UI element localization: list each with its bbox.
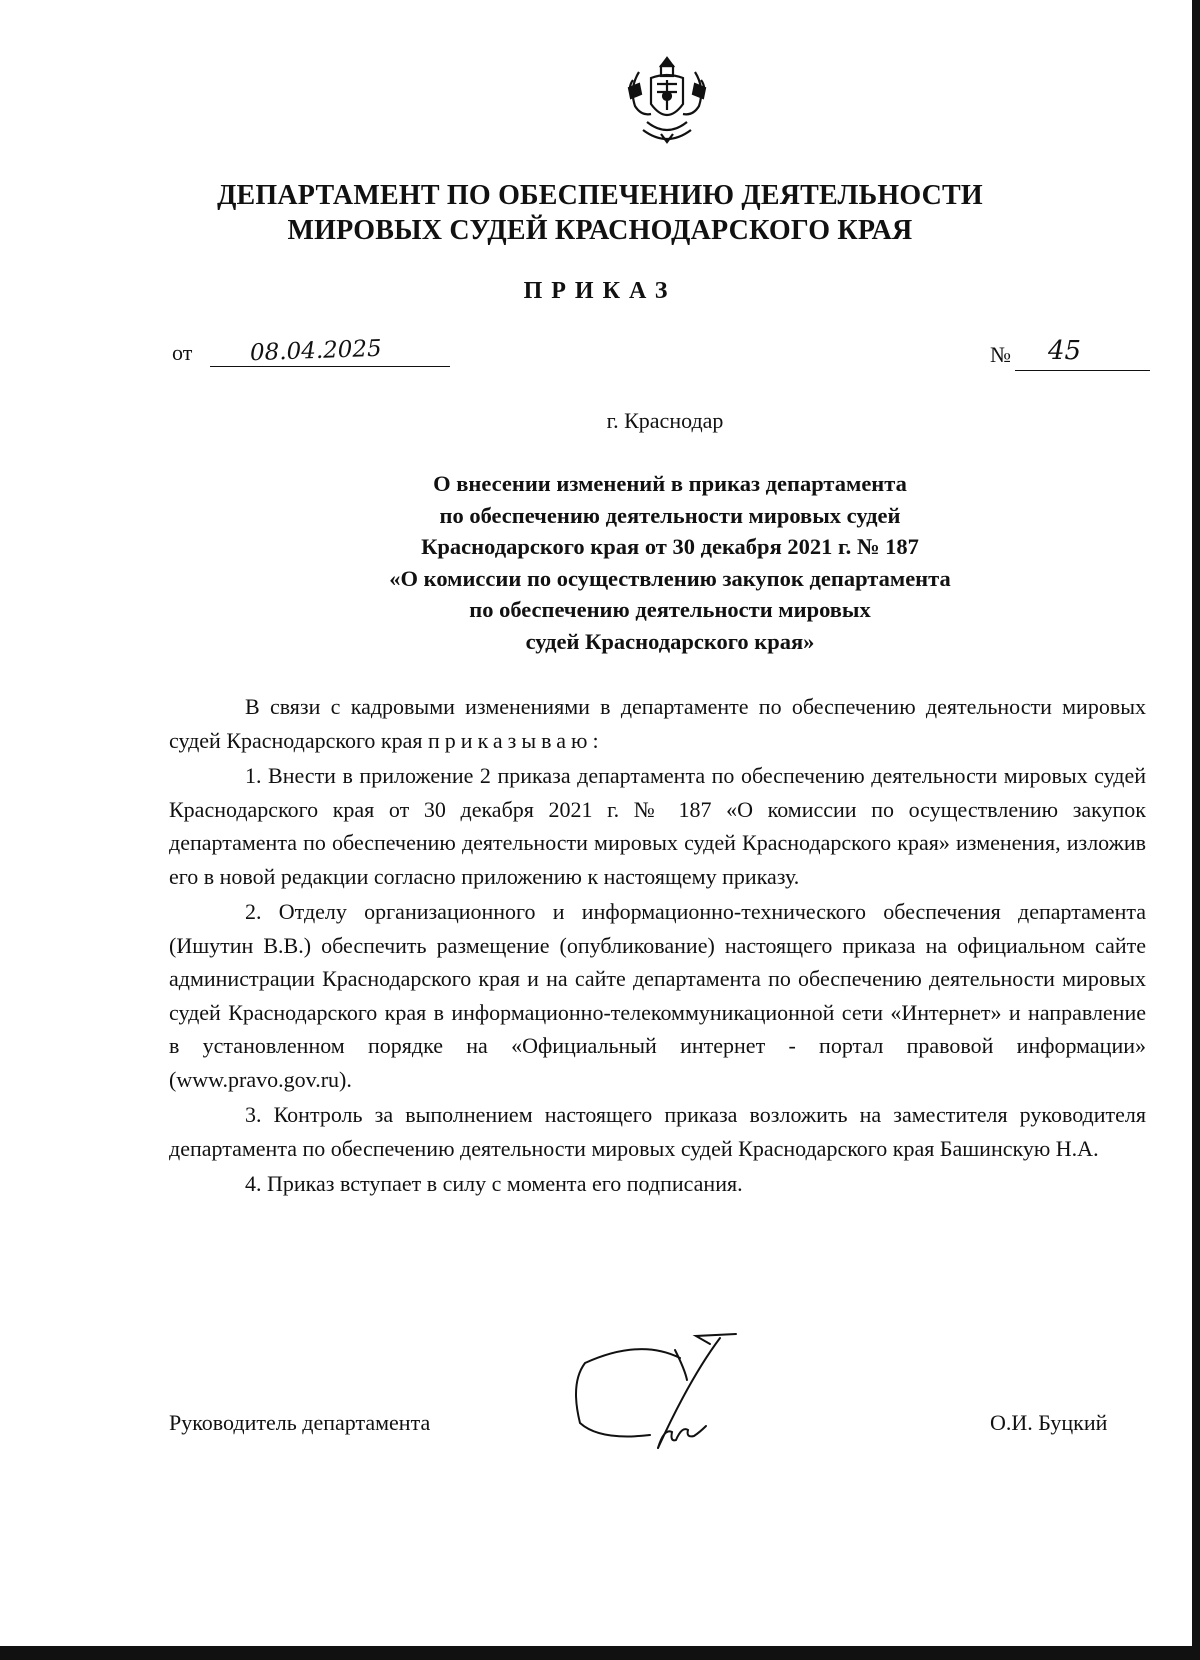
date-prefix: от	[172, 340, 193, 365]
signatory-position: Руководитель департамента	[169, 1410, 431, 1435]
handwritten-number: 45	[1048, 336, 1082, 366]
subject-line: судей Краснодарского края»	[525, 628, 815, 654]
scan-edge-right	[1192, 0, 1200, 1660]
city: г. Краснодар	[606, 408, 724, 433]
number-prefix: №	[990, 342, 1011, 367]
subject-line: «О комиссии по осуществлению закупок департамента	[389, 565, 951, 591]
intro-paragraph	[169, 690, 1146, 757]
date-underline	[210, 366, 450, 367]
handwritten-signature-icon	[560, 1330, 770, 1470]
signatory-name: О.И. Буцкий	[990, 1410, 1108, 1435]
item-1: 1. Внести в приложение 2 приказа департамента по обеспечению деятельности мировых судей Краснодарского края от 30 декабря 2021 г. № 187 «О комиссии по осуществлению закупок департамента по обеспечению деятельности мировых судей Краснодарского края» изменения, изложив его в новой редакции согласно приложению к настоящему приказу.	[169, 763, 1146, 889]
intro-text: В связи с кадровыми изменениями в департаменте по обеспечению деятельности мировых судей Краснодарского края	[169, 694, 1146, 753]
department-name	[150, 178, 1050, 248]
item-4: 4. Приказ вступает в силу с момента его подписания.	[245, 1171, 743, 1196]
item-3: 3. Контроль за выполнением настоящего приказа возложить на заместителя руководителя департамента по обеспечению деятельности мировых судей Краснодарского края Башинскую Н.А.	[169, 1102, 1146, 1161]
order-subject	[200, 468, 1140, 657]
order-body	[169, 690, 1146, 1201]
order-keyword: приказываю:	[428, 727, 604, 753]
number-underline	[1015, 370, 1150, 371]
subject-line: по обеспечению деятельности мировых	[469, 597, 871, 622]
document-type: ПРИКАЗ	[523, 278, 677, 304]
subject-line: по обеспечению деятельности мировых судей	[439, 502, 901, 528]
department-name-line1: ДЕПАРТАМЕНТ ПО ОБЕСПЕЧЕНИЮ ДЕЯТЕЛЬНОСТИ	[217, 180, 983, 211]
scan-edge-bottom	[0, 1646, 1200, 1660]
handwritten-date: 08.04.2025	[249, 335, 383, 367]
subject-line: Краснодарского края от 30 декабря 2021 г. № 187	[421, 534, 919, 559]
department-name-line2: МИРОВЫХ СУДЕЙ КРАСНОДАРСКОГО КРАЯ	[287, 215, 913, 246]
subject-line: О внесении изменений в приказ департамента	[433, 471, 907, 496]
coat-of-arms-icon	[617, 50, 717, 150]
item-2: 2. Отделу организационного и информационно-технического обеспечения департамента (Ишутин В.В.) обеспечить размещение (опубликование) настоящего приказа на официальном сайте администрации Краснодарского края и на сайте департамента по обеспечению деятельности мировых судей Краснодарского края в информационно-телекоммуникационной сети «Интернет» и направление в установленном порядке на «Официальный интернет - портал правовой информации» (www.pravo.gov.ru).	[169, 899, 1146, 1092]
